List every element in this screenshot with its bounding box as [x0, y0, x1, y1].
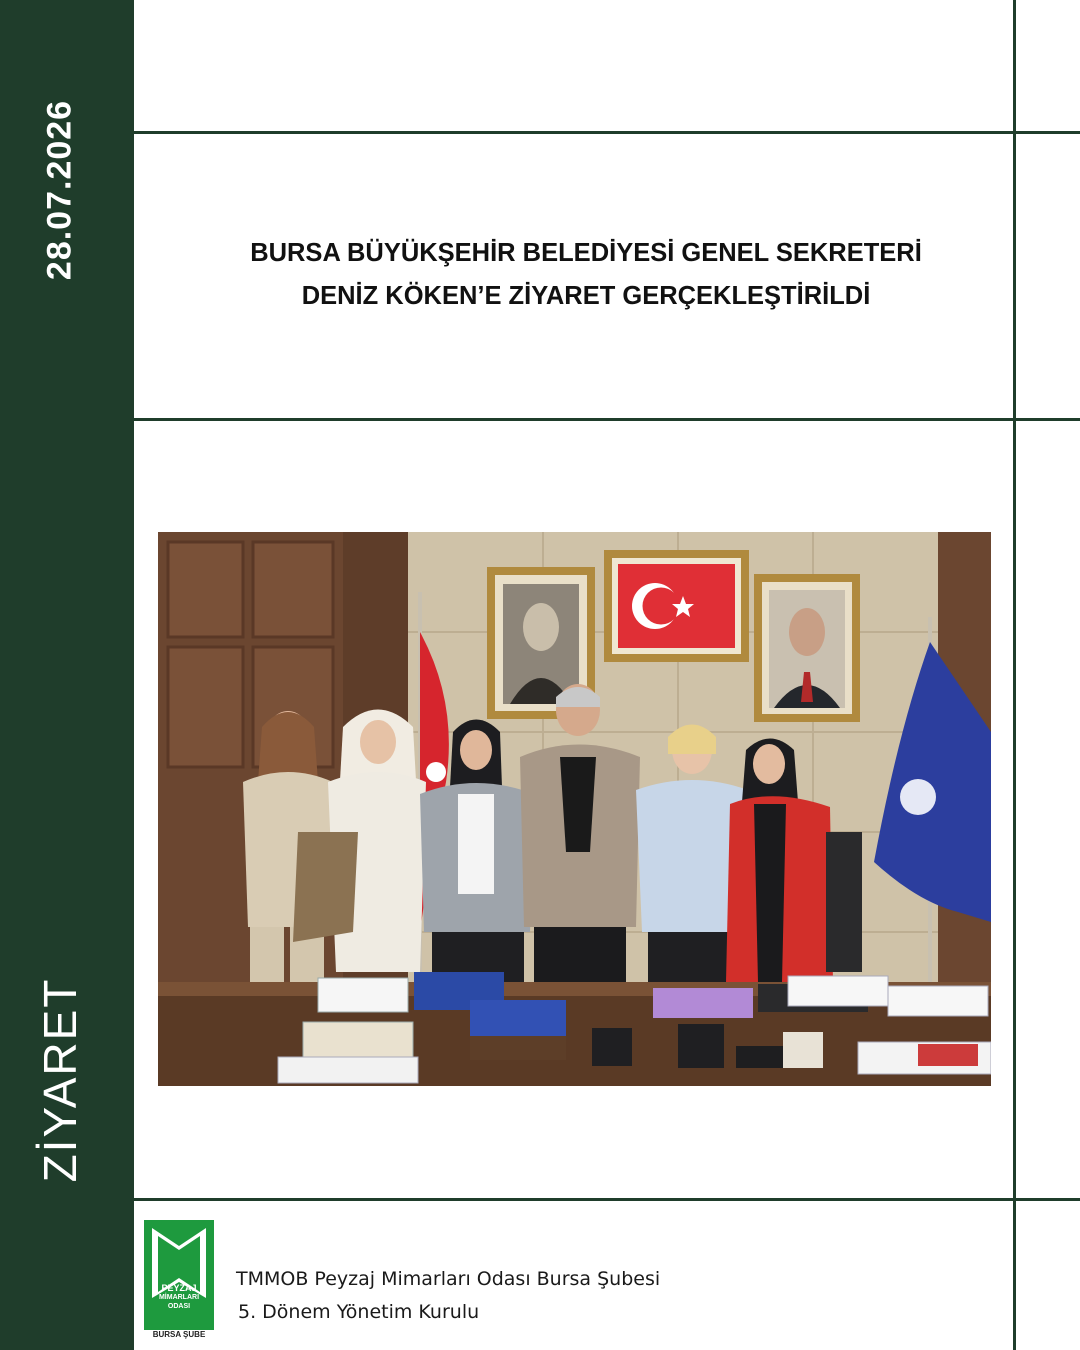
logo-subtitle: BURSA ŞUBE	[152, 1330, 206, 1339]
group-photo	[158, 532, 991, 1086]
title-line-2: DENİZ KÖKEN’E ZİYARET GERÇEKLEŞTİRİLDİ	[301, 282, 871, 310]
sidebar	[0, 0, 134, 1350]
divider-right	[1013, 0, 1016, 1350]
logo-line-1: PEYZAJ	[161, 1283, 197, 1293]
page-title	[160, 232, 1012, 318]
logo-line-3: ODASI	[167, 1303, 191, 1310]
organization-logo-icon	[144, 1220, 214, 1342]
board-name: 5. Dönem Yönetim Kurulu	[238, 1301, 480, 1323]
divider-footer	[134, 1198, 1080, 1201]
logo-line-2: MİMARLARI	[158, 1294, 200, 1301]
organization-name: TMMOB Peyzaj Mimarları Odası Bursa Şubesi	[236, 1268, 661, 1290]
category-label: ZİYARET	[34, 977, 86, 1183]
title-line-1: BURSA BÜYÜKŞEHİR BELEDİYESİ GENEL SEKRETERİ	[250, 239, 922, 267]
divider-title-bottom	[134, 418, 1080, 421]
divider-top	[134, 131, 1080, 134]
group-photo-illustration	[158, 532, 991, 1086]
date-label: 28.07.2026	[40, 99, 79, 281]
